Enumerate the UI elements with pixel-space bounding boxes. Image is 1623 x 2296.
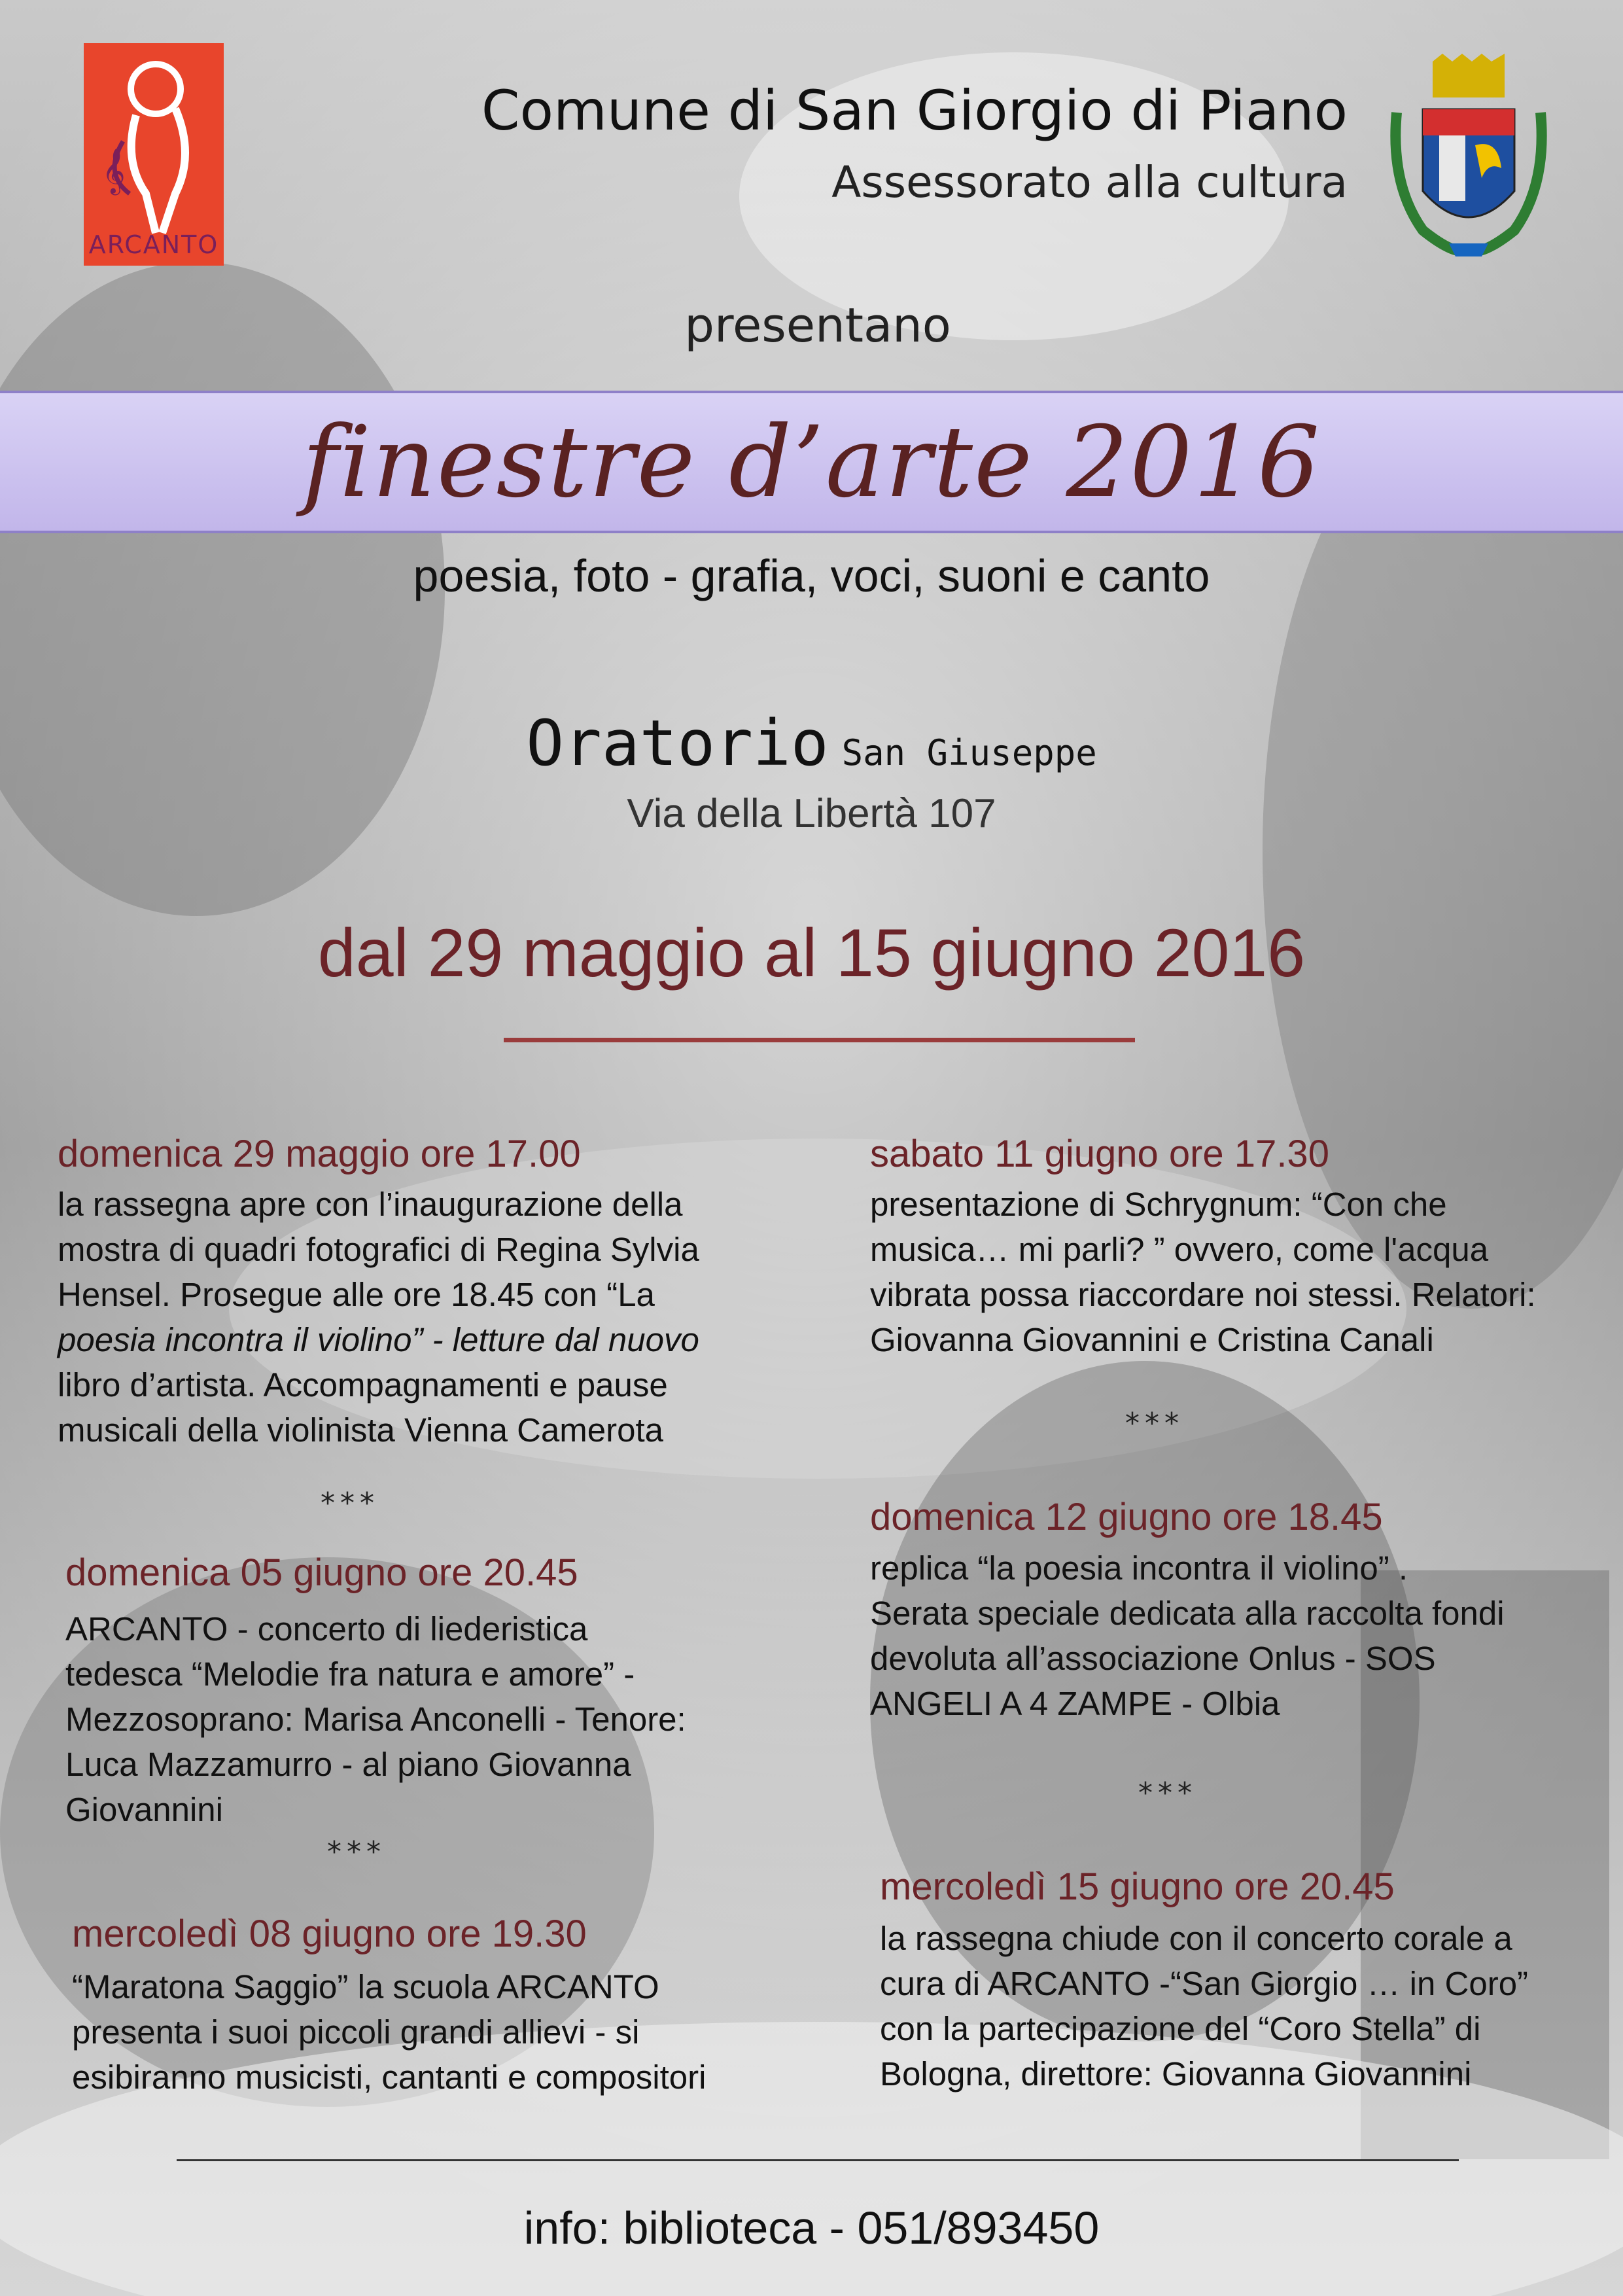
event-heading-08-giugno: mercoledì 08 giugno ore 19.30	[72, 1913, 587, 1955]
event-line: mostra di quadri fotografici di Regina Sylvia	[58, 1231, 699, 1268]
event-subtitle: poesia, foto - grafia, voci, suoni e canto	[413, 550, 1210, 601]
event-body-08-giugno	[72, 1964, 844, 2100]
event-heading-05-giugno: domenica 05 giugno ore 20.45	[65, 1551, 578, 1594]
event-line: Mezzosoprano: Marisa Anconelli - Tenore:	[65, 1701, 686, 1738]
event-line: replica “la poesia incontra il violino” .	[870, 1549, 1408, 1587]
arcanto-logo-text: ARCANTO	[88, 230, 219, 259]
separator-stars: ***	[1138, 1776, 1197, 1810]
event-line: musica… mi parli? ” ovvero, come l'acqua	[870, 1231, 1489, 1268]
event-line: cura di ARCANTO -“San Giorgio … in Coro”	[880, 1965, 1529, 2002]
event-line: tedesca “Melodie fra natura e amore” -	[65, 1655, 635, 1693]
event-dates: dal 29 maggio al 15 giugno 2016	[317, 915, 1306, 991]
event-line: presenta i suoi piccoli grandi allievi - si	[72, 2013, 640, 2051]
event-body-11-giugno	[870, 1182, 1603, 1362]
event-line: Serata speciale dedicata alla raccolta fondi	[870, 1595, 1505, 1632]
event-line: devoluta all’associazione Onlus - SOS	[870, 1640, 1436, 1677]
event-line: presentazione di Schrygnum: “Con che	[870, 1186, 1447, 1223]
event-line: Giovannini	[65, 1791, 223, 1828]
svg-text:𝄞: 𝄞	[102, 148, 126, 194]
coat-of-arms-icon	[1377, 54, 1560, 263]
venue-address: Via della Libertà 107	[627, 791, 996, 836]
footer-info: info: biblioteca - 051/893450	[523, 2202, 1100, 2253]
event-line: vibrata possa riaccordare noi stessi. Relatori:	[870, 1276, 1536, 1313]
event-body-15-giugno	[880, 1916, 1613, 2096]
event-line: ANGELI A 4 ZAMPE - Olbia	[870, 1685, 1280, 1722]
separator-stars: ***	[327, 1835, 386, 1869]
separator-stars: ***	[321, 1487, 379, 1520]
event-line: esibiranno musicisti, cantanti e compositori	[72, 2058, 707, 2096]
separator-stars: ***	[1125, 1407, 1184, 1440]
venue-name	[0, 707, 1623, 780]
venue-name-suffix: San Giuseppe	[841, 732, 1097, 773]
event-line: Hensel. Prosegue alle ore 18.45 con “La	[58, 1276, 655, 1313]
event-title: finestre d’arte 2016	[302, 406, 1321, 520]
singer-figure-icon	[84, 43, 224, 239]
footer-divider	[177, 2159, 1459, 2161]
event-body-29-maggio	[58, 1182, 829, 1453]
event-line: la rassegna apre con l’inaugurazione della	[58, 1186, 683, 1223]
dates-divider	[504, 1038, 1135, 1042]
event-line: Luca Mazzamurro - al piano Giovanna	[65, 1746, 631, 1783]
event-line: Bologna, direttore: Giovanna Giovannini	[880, 2055, 1472, 2093]
event-heading-15-giugno: mercoledì 15 giugno ore 20.45	[880, 1865, 1395, 1908]
venue-name-main: Oratorio	[526, 707, 829, 780]
event-line: con la partecipazione del “Coro Stella” di	[880, 2010, 1481, 2047]
event-line: musicali della violinista Vienna Camerota	[58, 1411, 664, 1449]
event-line: “Maratona Saggio” la scuola ARCANTO	[72, 1968, 659, 2005]
event-line: la rassegna chiude con il concerto corale a	[880, 1920, 1512, 1957]
event-line: Giovanna Giovannini e Cristina Canali	[870, 1321, 1434, 1358]
event-line: ARCANTO - concerto di liederistica	[65, 1610, 588, 1648]
comune-title: Comune di San Giorgio di Piano	[481, 79, 1348, 143]
assessorato-subtitle: Assessorato alla cultura	[831, 157, 1348, 207]
event-heading-11-giugno: sabato 11 giugno ore 17.30	[870, 1133, 1329, 1175]
event-body-12-giugno	[870, 1545, 1603, 1726]
presentano-text: presentano	[684, 298, 951, 353]
arcanto-logo	[84, 43, 224, 266]
event-body-05-giugno	[65, 1606, 837, 1832]
event-line: libro d’artista. Accompagnamenti e pause	[58, 1366, 668, 1404]
event-heading-29-maggio: domenica 29 maggio ore 17.00	[58, 1133, 581, 1175]
event-line: poesia incontra il violino” - letture dal nuovo	[58, 1321, 699, 1358]
event-heading-12-giugno: domenica 12 giugno ore 18.45	[870, 1496, 1383, 1538]
